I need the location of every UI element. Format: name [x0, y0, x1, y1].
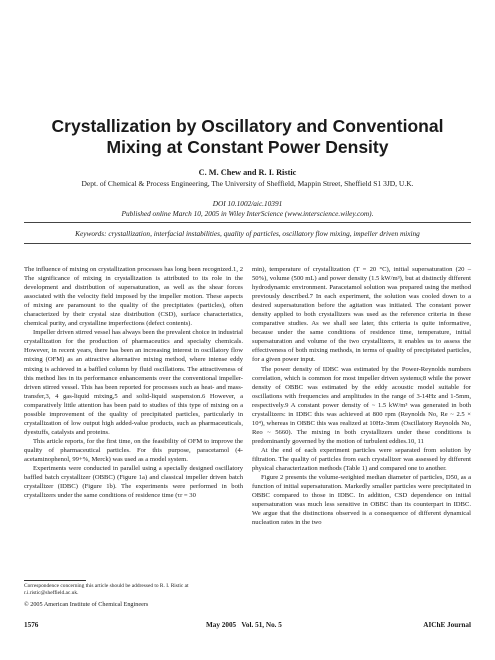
paragraph: min), temperature of crystallization (T = 20 °C), initial supersaturation (20 – 50%), volume (500 mL) and power density (1.5 kW/m³), but at distinctly different hydrodynamic environment. Paracetamol solution was prepared using the method previously described.7 In each experiment, the solution was cooled down to a desired supersaturation before the agitation was initiated. The constant power density applied to both crystallizers was used as the reference criteria in these comparative studies. As we shall see later, this criteria is quite informative, because under the same conditions of residence time, temperature, initial supersaturation and volume of the two crystallizers, it enables us to assess the effectiveness of both mixing methods, in terms of quality of precipitated particles, for a given power input.	[252, 266, 471, 364]
issue-info: May 2005 Vol. 51, No. 5	[206, 621, 282, 629]
copyright: © 2005 American Institute of Chemical Engineers	[24, 601, 149, 608]
authors: C. M. Chew and R. I. Ristic	[198, 168, 297, 177]
paragraph: At the end of each experiment particles were separated from solution by filtration. The quality of particles from each crystallizer was assessed by different physical characterization methods (Table 1) and compared one to another.	[252, 446, 471, 473]
paragraph: Experiments were conducted in parallel using a specially designed oscillatory baffled batch crystallizer (OBBC) (Figure 1a) and classical impeller driven batch crystallizer (IDBC) (Figure 1b). The experiments were performed in both crystallizers under the same conditions of residence time (τr = 30	[24, 465, 243, 500]
correspondence-footnote: Correspondence concerning this article should be addressed to R. I. Ristic at r.i.ristic@sheffield.ac.uk.	[24, 583, 189, 596]
left-column	[24, 265, 243, 500]
title-line-2: Mixing at Constant Power Density	[106, 137, 389, 157]
paragraph: Impeller driven stirred vessel has always been the prevalent choice in industrial crystallization for the production of pharmaceutics and specialty chemicals. However, in recent years, there has been an increasing interest in oscillatory flow mixing (OFM) as an attractive alternative mixing method, where intense eddy mixing is achieved in a baffled column by fluid oscillations. The attractiveness of this method lies in its performance enhancements over the conventional impeller-driven stirred vessel. This has been reported for processes such as heat- and mass- transfer,3, 4 gas-liquid mixing,5 and solid-liquid suspension.6 However, a comparatively little attention has been paid to studies of this type of mixing on a possible improvement of the quality of precipitated particles, particularly in crystallization of low output high added-value products, such as pharmaceuticals, dyestuffs, catalysts and proteins.	[24, 329, 243, 436]
right-column	[252, 265, 471, 527]
paragraph: The influence of mixing on crystallization processes has long been recognized.1, 2 The significance of mixing in crystallization is attributed to its role in the development and distribution of supersaturation, as well as the shear forces associated with the velocity field imposed by the impeller motion. These aspects of mixing are paramount to the quality of the precipitates (particles), often characterized by their crystal size distribution (CSD), surface characteristics, chemical purity, and crystalline imperfections (defect contents).	[24, 266, 243, 328]
title-line-1: Crystallization by Oscillatory and Conventional	[51, 116, 444, 136]
divider-bottom	[24, 243, 471, 244]
doi: DOI 10.1002/aic.10391	[212, 199, 283, 208]
journal-name: AIChE Journal	[423, 621, 471, 629]
divider-top	[24, 222, 471, 223]
keywords: Keywords: crystallization, interfacial instabilities, quality of particles, oscillatory flow mixing, impeller driven mixing	[75, 229, 420, 238]
paragraph: Figure 2 presents the volume-weighted median diameter of particles, D50, as a function of initial supersaturation. Markedly smaller particles were precipitated in OBBC compared to those in IDBC. In addition, CSD dependence on initial supersaturation was much less sensitive in OBBC than its counterpart in IDBC. We argue that the distinctions observed is a consequence of different dynamical nucleation rates in the two	[252, 474, 471, 527]
article-title	[40, 116, 455, 158]
page-number: 1576	[24, 621, 39, 629]
affiliation: Dept. of Chemical & Process Engineering, The University of Sheffield, Mappin Street, Sheffield S1 3JD, U.K.	[81, 179, 414, 188]
footnote-rule	[24, 580, 86, 581]
paragraph: The power density of IDBC was estimated by the Power-Reynolds numbers correlation, which is common for most impeller driven systems;8 while the power density of OBBC was estimated by the eddy acoustic model suitable for oscillations with frequencies and amplitudes in the range of 3-14Hz and 1-5mm, respectively.9 A constant power density of ~ 1.5 kW/m³ was generated in both crystallizers: in IDBC this was achieved at 800 rpm (Reynolds No, Re ~ 2.5 × 10⁴), whereas in OBBC this was realized at 10Hz-3mm (Oscillatory Reynolds No, Reo ~ 5660). The mixing in both crystallizers under these conditions is predominantly governed by the motion of turbulent eddies.10, 11	[252, 365, 471, 445]
paragraph: This article reports, for the first time, on the feasibility of OFM to improve the quality of pharmaceutical particles. For this purpose, paracetamol (4-acetaminophenol, 99+%, Merck) was used as a model system.	[24, 437, 243, 463]
publication-note: Published online March 10, 2005 in Wiley InterScience (www.interscience.wiley.com).	[121, 209, 374, 218]
